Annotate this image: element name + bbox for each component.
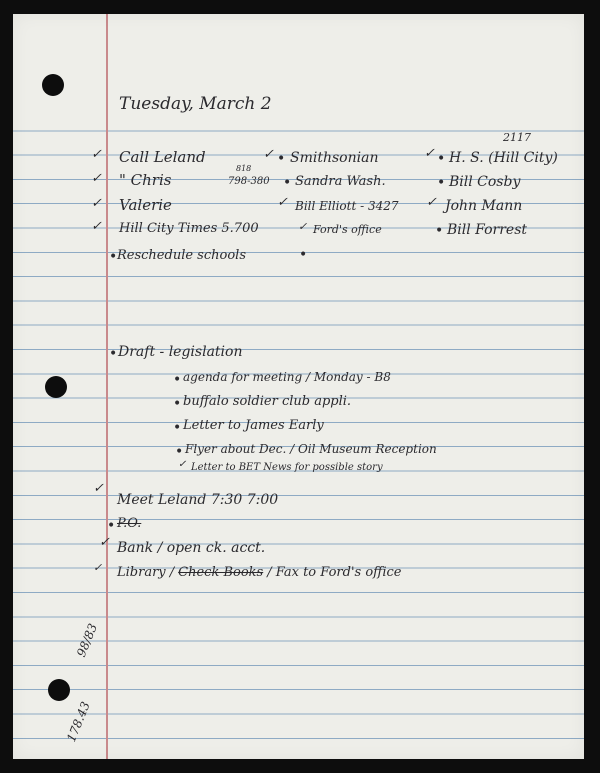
check-mark: ✓ (263, 147, 274, 162)
task-hs-hill-city: H. S. (Hill City) (449, 150, 558, 166)
date-heading: Tuesday, March 2 (119, 94, 272, 114)
bullet: • (283, 175, 292, 191)
subtask-buffalo-soldier: buffalo soldier club appli. (183, 394, 352, 409)
subtask-flyer: Flyer about Dec. / Oil Museum Reception (185, 442, 437, 456)
task-meet-leland: Meet Leland 7:30 7:00 (117, 492, 279, 508)
task-bill-forrest: Bill Forrest (447, 222, 528, 238)
bullet: • (173, 396, 182, 412)
bullet: • (175, 444, 184, 460)
check-mark: ✓ (91, 171, 102, 186)
bullet: • (437, 151, 446, 167)
bullet: • (173, 372, 182, 388)
task-bank: Bank / open ck. acct. (117, 540, 266, 556)
bullet: • (437, 175, 446, 191)
margin-note: 98/83 (74, 621, 101, 659)
task-fords-office: Ford's office (313, 223, 382, 236)
task-chris: " Chris (119, 171, 172, 189)
task-sandra-wash: Sandra Wash. (295, 174, 386, 189)
bullet: • (107, 518, 116, 534)
binder-hole (42, 74, 64, 96)
notebook-page (13, 14, 584, 759)
task-library (117, 566, 401, 579)
library-label: Library / (117, 565, 175, 580)
task-valerie: Valerie (119, 196, 172, 214)
check-mark: ✓ (93, 561, 103, 574)
check-mark: ✓ (99, 535, 110, 550)
bullet: • (109, 249, 118, 265)
subtask-letter-james-early: Letter to James Early (183, 418, 324, 433)
task-reschedule-schools: Reschedule schools (117, 248, 246, 263)
binder-hole (45, 376, 67, 398)
bullet: • (109, 346, 118, 362)
task-smithsonian: Smithsonian (290, 150, 379, 166)
check-mark: ✓ (91, 219, 102, 234)
task-po: P.O. (117, 516, 142, 531)
task-john-mann: John Mann (445, 198, 523, 214)
check-mark: ✓ (424, 146, 435, 161)
library-fax-text: / Fax to Ford's office (267, 565, 402, 580)
bullet: • (277, 151, 286, 167)
check-mark: ✓ (91, 147, 102, 162)
check-mark: ✓ (298, 220, 308, 233)
check-mark: ✓ (178, 459, 187, 470)
check-mark: ✓ (426, 195, 437, 210)
task-draft-legislation: Draft - legislation (118, 344, 243, 360)
chris-area-code: 818 (236, 164, 252, 173)
chris-phone: 798-380 (228, 176, 270, 187)
task-bill-cosby: Bill Cosby (449, 174, 521, 190)
task-hill-city-times: Hill City Times 5.700 (119, 221, 259, 236)
bullet: • (435, 223, 444, 239)
check-mark: ✓ (277, 195, 288, 210)
check-mark: ✓ (93, 481, 104, 496)
library-struck-text: Check Books (178, 565, 264, 580)
bullet: • (299, 247, 308, 263)
margin-note: 178.43 (64, 699, 93, 744)
subtask-agenda: agenda for meeting / Monday - B8 (183, 370, 391, 384)
subtask-letter-bet: Letter to BET News for possible story (191, 462, 383, 473)
note-2117: 2117 (503, 131, 531, 144)
bullet: • (173, 420, 182, 436)
task-call-leland: Call Leland (119, 148, 206, 166)
binder-hole (48, 679, 70, 701)
task-bill-elliott: Bill Elliott - 3427 (295, 199, 399, 213)
check-mark: ✓ (91, 196, 102, 211)
